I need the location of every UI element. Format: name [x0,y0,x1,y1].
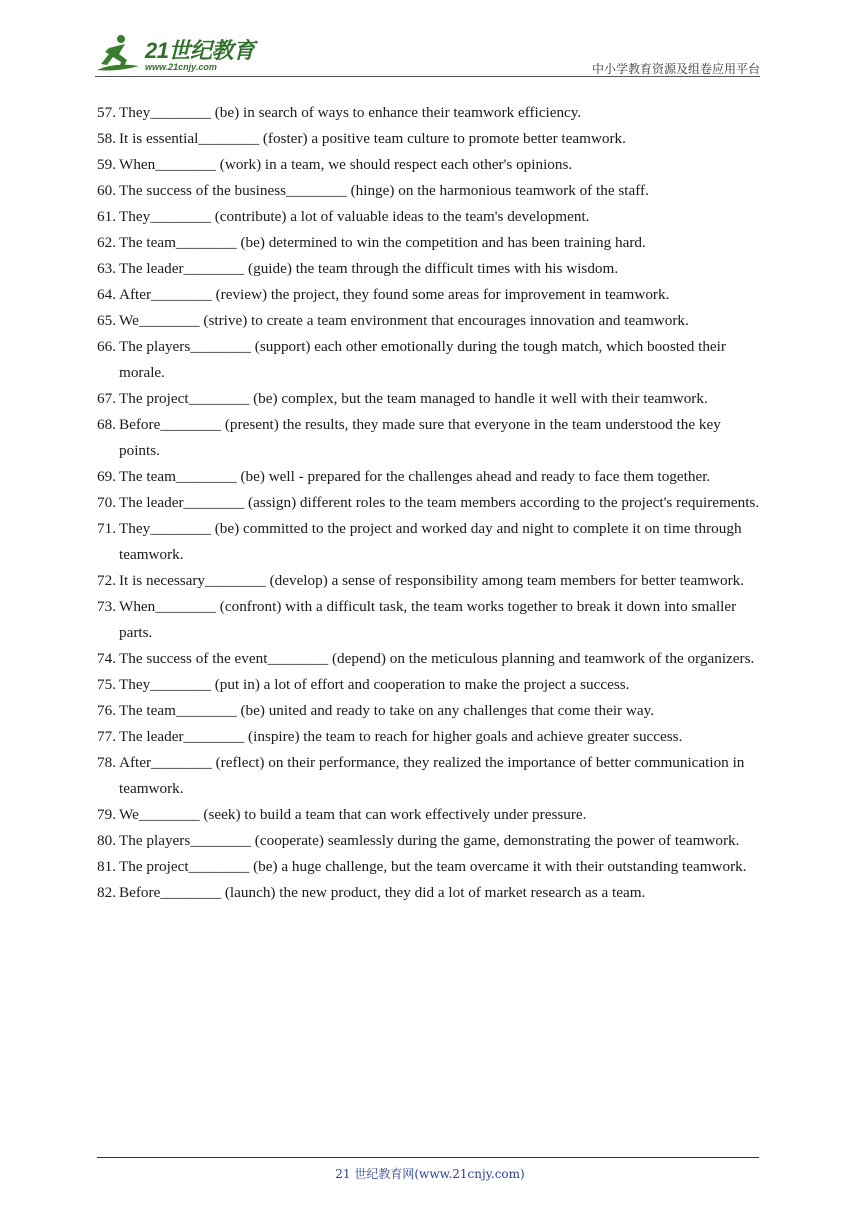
question-item [97,724,762,750]
question-text: Before________ (launch) the new product, they did a lot of market research as a team. [119,884,646,901]
footer-text: 21 世纪教育网(www.21cnjy.com) [335,1167,525,1181]
question-text: The leader________ (inspire) the team to reach for higher goals and achieve greater success. [119,728,683,745]
question-text: When________ (work) in a team, we should respect each other's opinions. [119,156,573,173]
question-number: 76. [97,702,116,719]
question-number: 68. [97,416,116,433]
question-number: 73. [97,598,116,615]
question-item [97,646,762,672]
question-item [97,100,762,126]
question-number: 67. [97,390,116,407]
platform-name: 中小学教育资源及组卷应用平台 [591,62,760,76]
question-number: 61. [97,208,116,225]
question-number: 80. [97,832,116,849]
question-number: 72. [97,572,116,589]
question-list [97,100,762,906]
question-item [97,334,762,386]
question-number: 74. [97,650,116,667]
question-item [97,308,762,334]
question-text: The success of the business________ (hinge) on the harmonious teamwork of the staff. [119,182,649,199]
question-item [97,464,762,490]
question-item [97,594,762,646]
question-text: Before________ (present) the results, they made sure that everyone in the team understood the key points. [119,416,721,459]
question-text: They________ (contribute) a lot of valuable ideas to the team's development. [119,208,590,225]
question-number: 82. [97,884,116,901]
question-text: It is necessary________ (develop) a sense of responsibility among team members for better teamwork. [119,572,745,589]
runner-icon [95,32,141,76]
question-text: The team________ (be) united and ready to take on any challenges that come their way. [119,702,655,719]
question-text: The players________ (support) each other emotionally during the tough match, which boosted their morale. [119,338,726,381]
question-item [97,672,762,698]
question-item [97,750,762,802]
question-text: They________ (put in) a lot of effort and cooperation to make the project a success. [119,676,630,693]
page-header [95,30,760,78]
question-item [97,256,762,282]
question-item [97,880,762,906]
question-item [97,126,762,152]
question-item [97,568,762,594]
question-item [97,698,762,724]
question-text: The success of the event________ (depend) on the meticulous planning and teamwork of the organizers. [119,650,755,667]
question-item [97,386,762,412]
question-number: 62. [97,234,116,251]
header-divider [95,76,760,77]
question-text: They________ (be) in search of ways to enhance their teamwork efficiency. [119,104,582,121]
question-text: After________ (reflect) on their performance, they realized the importance of better communication in teamwork. [119,754,745,797]
question-item [97,516,762,568]
question-item [97,802,762,828]
question-number: 81. [97,858,116,875]
question-text: It is essential________ (foster) a positive team culture to promote better teamwork. [119,130,626,147]
question-item [97,230,762,256]
question-number: 79. [97,806,116,823]
question-text: When________ (confront) with a difficult task, the team works together to break it down into smaller parts. [119,598,737,641]
footer-divider [97,1157,759,1158]
question-item [97,490,762,516]
question-item [97,204,762,230]
question-number: 60. [97,182,116,199]
question-number: 66. [97,338,116,355]
question-text: The players________ (cooperate) seamlessly during the game, demonstrating the power of teamwork. [119,832,740,849]
question-text: The leader________ (assign) different roles to the team members according to the project's requirements. [119,494,760,511]
question-number: 58. [97,130,116,147]
question-item [97,828,762,854]
question-item [97,854,762,880]
question-text: The project________ (be) a huge challenge, but the team overcame it with their outstanding teamwork. [119,858,747,875]
question-number: 63. [97,260,116,277]
question-text: They________ (be) committed to the project and worked day and night to complete it on time through teamwork. [119,520,742,563]
question-item [97,412,762,464]
question-number: 57. [97,104,116,121]
logo-url: www.21cnjy.com [145,62,217,72]
question-text: We________ (strive) to create a team environment that encourages innovation and teamwork. [119,312,689,329]
logo-text: 21世纪教育 [145,38,255,63]
question-text: The team________ (be) determined to win the competition and has been training hard. [119,234,646,251]
question-number: 59. [97,156,116,173]
question-text: We________ (seek) to build a team that can work effectively under pressure. [119,806,587,823]
question-number: 64. [97,286,116,303]
question-number: 77. [97,728,116,745]
question-number: 65. [97,312,116,329]
question-number: 69. [97,468,116,485]
question-item [97,178,762,204]
question-item [97,152,762,178]
question-text: The team________ (be) well - prepared for the challenges ahead and ready to face them together. [119,468,711,485]
question-text: The leader________ (guide) the team through the difficult times with his wisdom. [119,260,619,277]
question-item [97,282,762,308]
question-number: 78. [97,754,116,771]
logo [95,32,275,76]
question-number: 70. [97,494,116,511]
question-text: The project________ (be) complex, but the team managed to handle it well with their teamwork. [119,390,708,407]
question-number: 75. [97,676,116,693]
question-text: After________ (review) the project, they found some areas for improvement in teamwork. [119,286,670,303]
question-number: 71. [97,520,116,537]
